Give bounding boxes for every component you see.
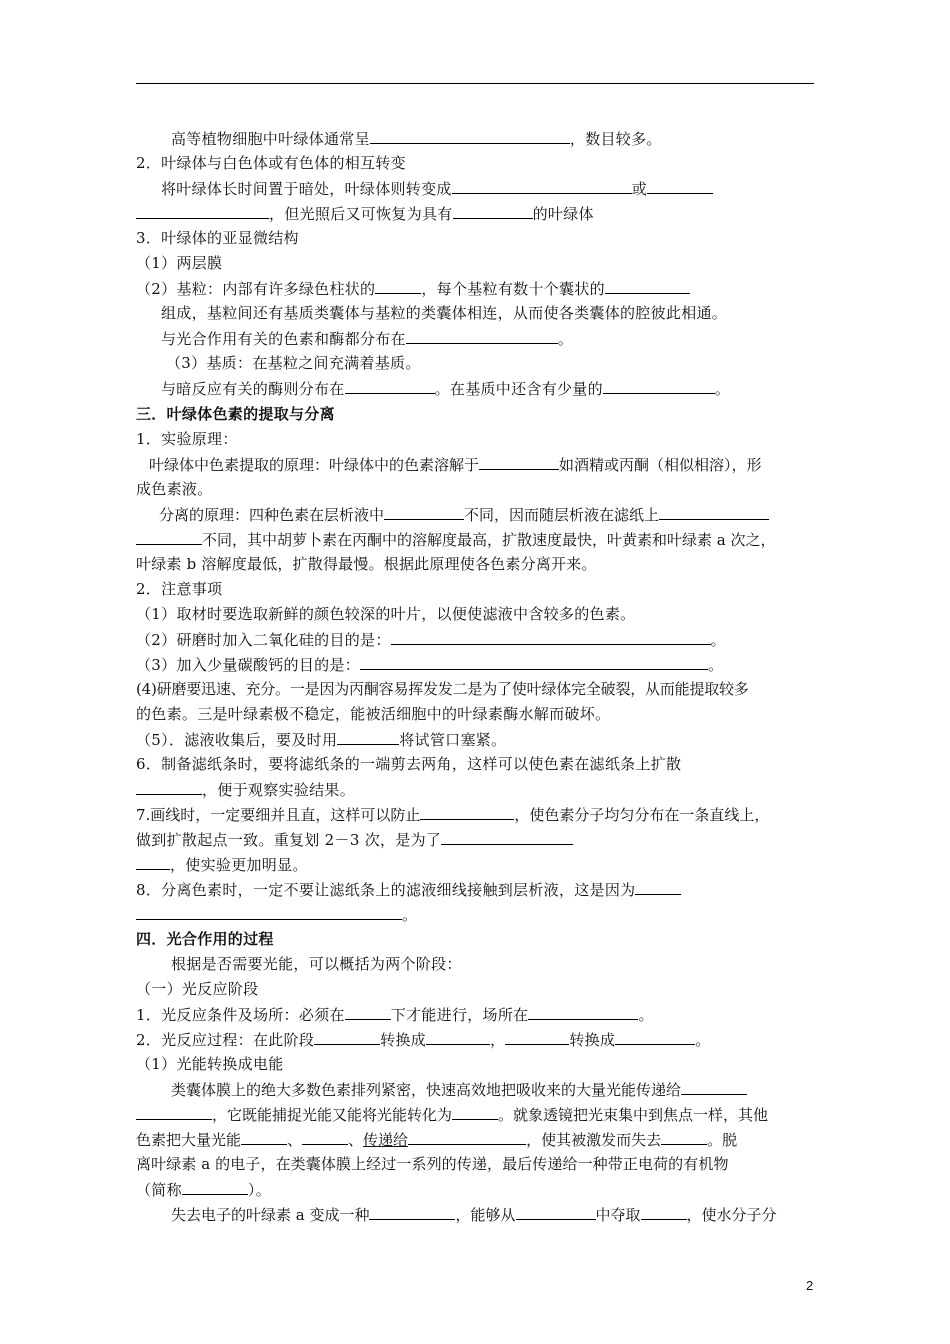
text-segment: 。 [638,1006,654,1024]
text-segment: 2．光反应过程：在此阶段 [136,1031,315,1049]
text-segment: 失去电子的叶绿素 a 变成一种 [171,1206,370,1224]
text-line [136,854,308,875]
text-segment: （简称 [136,1181,182,1199]
text-line [136,203,594,224]
text-line: 叶绿素 b 溶解度最低，扩散得最慢。根据此原理使各色素分离开来。 [136,555,597,573]
text-line [159,504,769,525]
fill-blank[interactable] [505,1029,569,1045]
fill-blank[interactable] [136,904,402,920]
text-segment: 。 [708,656,724,674]
text-line [136,1179,271,1200]
section-item: 1．实验原理： [136,430,238,448]
text-line: 组成，基粒间还有基质类囊体与基粒的类囊体相连，从而使各类囊体的腔彼此相通。 [161,304,728,322]
text-segment: 。脱 [707,1131,738,1149]
section-heading: 三．叶绿体色素的提取与分离 [136,405,335,423]
text-segment: （3）加入少量碳酸钙的目的是： [136,656,361,674]
text-segment: 不同，因而随层析液在滤纸上 [464,506,660,524]
text-line [171,1204,777,1225]
text-segment: （2）基粒：内部有许多绿色柱状的 [136,280,376,298]
fill-blank[interactable] [345,378,435,394]
text-line [136,879,681,900]
text-line [136,804,769,825]
fill-blank[interactable] [136,203,269,219]
text-segment: 高等植物细胞中叶绿体通常呈 [171,130,370,148]
text-segment: 色素把大量光能 [136,1131,242,1149]
fill-blank[interactable] [406,328,558,344]
fill-blank[interactable] [661,1129,707,1145]
fill-blank[interactable] [441,829,573,845]
page-number: 2 [806,1278,814,1293]
fill-blank[interactable] [647,178,713,194]
fill-blank[interactable] [641,1204,687,1220]
text-line [136,629,726,650]
text-line: 成色素液。 [136,480,213,498]
text-line [136,529,775,550]
text-segment: 做到扩散起点一致。重复划 2－3 次，是为了 [136,831,442,849]
fill-blank[interactable] [302,1129,348,1145]
section-item: 3．叶绿体的亚显微结构 [136,229,299,247]
text-line [136,779,355,800]
text-line [161,328,573,349]
text-line [136,1029,711,1050]
fill-blank[interactable] [452,1104,498,1120]
fill-blank[interactable] [314,1029,380,1045]
text-line [136,1004,654,1025]
text-line [149,454,762,475]
text-segment: ，能够从 [455,1206,516,1224]
text-line: （3）基质：在基粒之间充满着基质。 [166,354,421,372]
fill-blank[interactable] [384,504,464,520]
text-segment: 或 [631,180,648,198]
fill-blank[interactable] [136,529,202,545]
text-segment: 。 [557,330,574,348]
section-heading: 四．光合作用的过程 [136,930,274,948]
fill-blank[interactable] [528,1004,638,1020]
fill-blank[interactable] [603,378,715,394]
fill-blank[interactable] [370,128,570,144]
fill-blank[interactable] [369,1204,455,1220]
fill-blank[interactable] [420,804,514,820]
text-line [136,278,690,299]
text-segment: ，使色素分子均匀分布在一条直线上， [514,806,770,824]
text-segment: 转换成 [380,1031,427,1049]
text-line [171,1079,747,1100]
fill-blank[interactable] [426,1029,490,1045]
text-segment: 如酒精或丙酮（相似相溶），形 [559,456,762,474]
text-line: 离叶绿素 a 的电子，在类囊体膜上经过一系列的传递，最后传递给一种带正电荷的有机物 [136,1155,729,1173]
text-segment: ，使实验更加明显。 [170,856,308,874]
text-line: (4)研磨要迅速、充分。一是因为丙酮容易挥发发二是为了使叶绿体完全破裂，从而能提取较多 [136,680,749,698]
text-line: （1）光能转换成电能 [136,1055,284,1073]
text-line [136,654,723,675]
text-segment: 转换成 [569,1031,616,1049]
text-segment: 7.画线时，一定要细并且直，这样可以防止 [136,806,421,824]
text-segment: 、 [348,1131,364,1149]
text-segment: 传递给 [363,1131,409,1149]
text-segment: 。 [695,1031,711,1049]
text-segment: ， [490,1031,506,1049]
text-segment: 不同，其中胡萝卜素在丙酮中的溶解度最高，扩散速度最快，叶黄素和叶绿素 a 次之， [202,531,776,549]
text-segment: ，使其被激发而失去 [526,1131,662,1149]
text-segment: 的叶绿体 [532,205,594,223]
fill-blank[interactable] [241,1129,287,1145]
fill-blank[interactable] [615,1029,695,1045]
fill-blank[interactable] [408,1129,526,1145]
text-segment: 下才能进行，场所在 [390,1006,529,1024]
text-segment: 。 [402,906,418,924]
text-segment: 叶绿体中色素提取的原理：叶绿体中的色素溶解于 [149,456,480,474]
text-segment: 与暗反应有关的酶则分布在 [161,380,345,398]
text-line: （一）光反应阶段 [136,980,259,998]
section-item: 2．注意事项 [136,580,223,598]
text-line [161,178,713,199]
fill-blank[interactable] [337,729,399,745]
text-segment: ，便于观察实验结果。 [202,781,356,799]
text-line: 6．制备滤纸条时，要将滤纸条的一端剪去两角，这样可以使色素在滤纸条上扩散 [136,755,682,773]
section-item: 2．叶绿体与白色体或有色体的相互转变 [136,154,406,172]
text-segment: 将试管口塞紧。 [399,731,507,749]
text-segment: 与光合作用有关的色素和酶都分布在 [161,330,406,348]
fill-blank[interactable] [182,1179,248,1195]
fill-blank[interactable] [659,504,769,520]
text-segment: 。 [714,380,731,398]
header-rule [136,83,814,84]
fill-blank[interactable] [345,1004,391,1020]
fill-blank[interactable] [360,654,708,670]
text-segment: 、 [287,1131,303,1149]
text-line [161,378,730,399]
text-line [136,829,573,850]
text-line: 根据是否需要光能，可以概括为两个阶段： [171,955,462,973]
text-segment: 。在基质中还含有少量的 [434,380,603,398]
text-segment: 。 [710,631,726,649]
text-segment: ，但光照后又可恢复为具有 [269,205,453,223]
text-segment: ，每个基粒有数十个囊状的 [421,280,605,298]
fill-blank[interactable] [452,178,632,194]
fill-blank[interactable] [479,454,559,470]
text-segment: （5）．滤液收集后，要及时用 [136,731,338,749]
text-line [136,729,506,750]
fill-blank[interactable] [605,278,690,294]
text-line [136,1129,737,1150]
text-segment: 类囊体膜上的绝大多数色素排列紧密，快速高效地把吸收来的大量光能传递给 [171,1081,682,1099]
text-segment: 。就象透镜把光束集中到焦点一样，其他 [498,1106,769,1124]
text-line [171,128,662,149]
fill-blank[interactable] [681,1079,747,1095]
text-segment: ，数目较多。 [569,130,662,148]
text-line [136,904,417,925]
text-segment: ，使水分子分 [686,1206,777,1224]
fill-blank[interactable] [136,1104,212,1120]
text-line: 的色素。三是叶绿素极不稳定，能被活细胞中的叶绿素酶水解而破坏。 [136,705,611,723]
fill-blank[interactable] [375,278,421,294]
fill-blank[interactable] [453,203,533,219]
text-line: （1）取材时要选取新鲜的颜色较深的叶片，以便使滤液中含较多的色素。 [136,605,636,623]
text-segment: 分离的原理：四种色素在层析液中 [159,506,385,524]
fill-blank[interactable] [391,629,711,645]
text-segment: 中夺取 [595,1206,641,1224]
text-segment: 8．分离色素时，一定不要让滤纸条上的滤液细线接触到层析液，这是因为 [136,881,636,899]
fill-blank[interactable] [136,779,202,795]
text-line [136,1104,768,1125]
text-segment: （2）研磨时加入二氧化硅的目的是： [136,631,391,649]
text-segment: 将叶绿体长时间置于暗处，叶绿体则转变成 [161,180,452,198]
text-segment: ）。 [247,1181,272,1199]
fill-blank[interactable] [516,1204,596,1220]
fill-blank[interactable] [635,879,681,895]
fill-blank[interactable] [136,854,170,870]
text-line: （1）两层膜 [136,254,223,272]
text-segment: 1．光反应条件及场所：必须在 [136,1006,345,1024]
text-segment: ，它既能捕捉光能又能将光能转化为 [212,1106,453,1124]
